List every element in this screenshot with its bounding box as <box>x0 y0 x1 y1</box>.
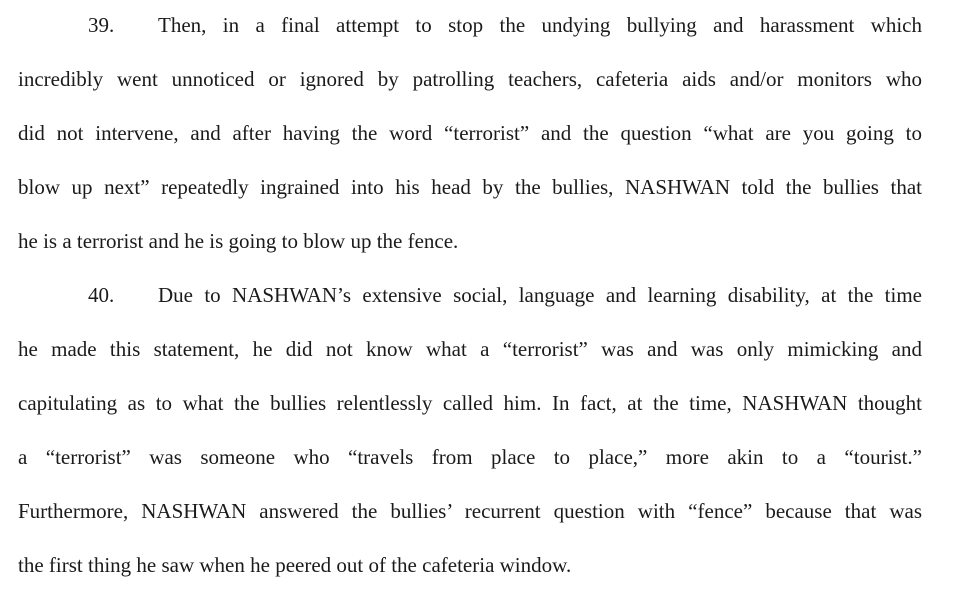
paragraph-39-line-2: incredibly went unnoticed or ignored by patrolling teachers, cafeteria aids and/or monitors who <box>18 67 922 91</box>
paragraph-40-line-1 <box>88 280 922 310</box>
paragraph-39-line-5: he is a terrorist and he is going to blow up the fence. <box>18 229 459 253</box>
paragraph-number: 40. <box>88 283 115 307</box>
paragraph-text: Then, in a final attempt to stop the undying bullying and harassment which <box>158 13 922 37</box>
paragraph-39-line-4: blow up next” repeatedly ingrained into his head by the bullies, NASHWAN told the bullies that <box>18 175 922 199</box>
paragraph-40-line-2: he made this statement, he did not know what a “terrorist” was and was only mimicking and <box>18 337 922 361</box>
paragraph-40-line-4: a “terrorist” was someone who “travels from place to place,” more akin to a “tourist.” <box>18 445 922 469</box>
paragraph-40-line-3: capitulating as to what the bullies relentlessly called him. In fact, at the time, NASHWAN thought <box>18 391 922 415</box>
paragraph-39-line-1 <box>88 10 922 40</box>
paragraph-40-line-6: the first thing he saw when he peered out of the cafeteria window. <box>18 553 572 577</box>
paragraph-number: 39. <box>88 13 115 37</box>
paragraph-39-line-3: did not intervene, and after having the word “terrorist” and the question “what are you going to <box>18 121 922 145</box>
paragraph-text: Due to NASHWAN’s extensive social, language and learning disability, at the time <box>158 283 922 307</box>
paragraph-40-line-5: Furthermore, NASHWAN answered the bullies’ recurrent question with “fence” because that was <box>18 499 922 523</box>
